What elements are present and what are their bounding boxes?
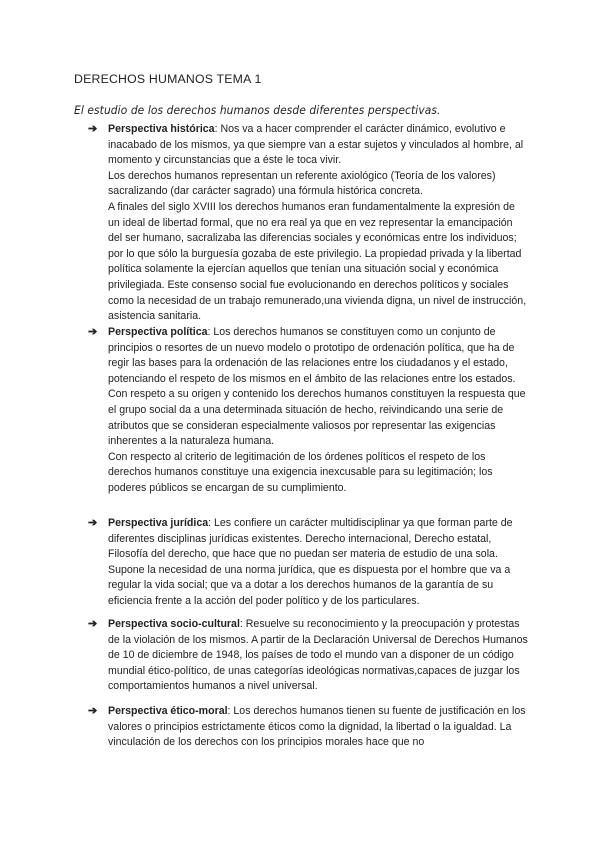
section-paragraph: Los derechos humanos representan un referente axiológico (Teoría de los valores) sacralizando (dar carácter sagrado) una fórmula histórica concreta. [108, 169, 496, 198]
section-paragraph: Perspectiva ético-moral: Los derechos humanos tienen su fuente de justificación en los valores o principios estrictamente éticos como la dignidad, la libertad o la igualdad. La vinculación de los derechos con los principios morales hace que no [108, 705, 526, 749]
document-subtitle: El estudio de los derechos humanos desde diferentes perspectivas. [74, 103, 441, 117]
arrow-bullet-icon: ➔ [88, 123, 98, 135]
section-heading: Perspectiva histórica [108, 123, 215, 135]
section-heading: Perspectiva política [108, 326, 208, 338]
section-socio-cultural [88, 617, 528, 695]
section-etico-moral [88, 704, 528, 751]
document-title: DERECHOS HUMANOS TEMA 1 [74, 72, 262, 86]
arrow-bullet-icon: ➔ [88, 618, 98, 630]
section-paragraph: Perspectiva socio-cultural: Resuelve su reconocimiento y la preocupación y protestas de la violación de los mismos. A partir de la Declaración Universal de Derechos Humanos de 10 de diciembre de 1948, los países de todo el mundo van a disponer de un código mundial ético-político, de unas categorías ideológicas normativas,capaces de juzgar los comportamientos humanos a nivel universal. [108, 618, 528, 693]
section-heading: Perspectiva socio-cultural [108, 618, 240, 630]
section-paragraph: A finales del siglo XVIII los derechos humanos eran fundamentalmente la expresión de un ideal de libertad formal, que no era real ya que en vez representar la emancipación del ser humano, sacralizaba las diferencias sociales y económicas entre los individuos; por lo que sólo la burguesía gozaba de este privilegio. La propiedad privada y la libertad política solamente la ejercían aquellos que tenían una situación social y económica privilegiada. Este consenso social fue evolucionando en derechos políticos y sociales como la necesidad de un trabajo remunerado,una vivienda digna, un nivel de instrucción, asistencia sanitaria. [108, 200, 527, 323]
section-juridica [88, 516, 528, 610]
section-heading: Perspectiva jurídica [108, 517, 209, 529]
section-paragraph: Perspectiva histórica: Nos va a hacer comprender el carácter dinámico, evolutivo e inacabado de los mismos, ya que siempre van a estar sujetos y vinculados al hombre, al momento y circunstancias que a éste le toca vivir. [108, 123, 524, 167]
section-paragraph: Perspectiva jurídica: Les confiere un carácter multidisciplinar ya que forman parte de diferentes disciplinas jurídicas existentes. Derecho internacional, Derecho estatal, Filosofía del derecho, que hace que no puedan ser materia de estudio de una sola. Supone la necesidad de una norma jurídica, que es dispuesta por el hombre que va a regular la vida social; que va a dotar a los derechos humanos de la garantía de su eficiencia frente a la acción del poder político y de los particulares. [108, 517, 513, 607]
section-paragraph: Perspectiva política: Los derechos humanos se constituyen como un conjunto de principios o resortes de un nuevo modelo o prototipo de ordenación política, que ha de regir las bases para la ordenación de las relaciones entre los ciudadanos y el estado, potenciando el respeto de los mismos en el ámbito de las relaciones entre los estados. [108, 326, 516, 385]
section-paragraph: Con respeto a su origen y contenido los derechos humanos constituyen la respuesta que el grupo social da a una determinada situación de hecho, reivindicando una serie de atributos que se consideran especialmente valiosos por representar las exigencias inherentes a la naturaleza humana. [108, 388, 526, 448]
section-politica [88, 325, 528, 497]
arrow-bullet-icon: ➔ [88, 705, 98, 717]
section-heading: Perspectiva ético-moral [108, 705, 228, 717]
arrow-bullet-icon: ➔ [88, 517, 98, 529]
arrow-bullet-icon: ➔ [88, 326, 98, 338]
section-historica [88, 122, 528, 325]
section-paragraph: Con respecto al criterio de legitimación de los órdenes políticos el respeto de los derechos humanos constituye una exigencia inexcusable para su legitimación; los poderes públicos se encargan de su cumplimiento. [108, 450, 493, 494]
